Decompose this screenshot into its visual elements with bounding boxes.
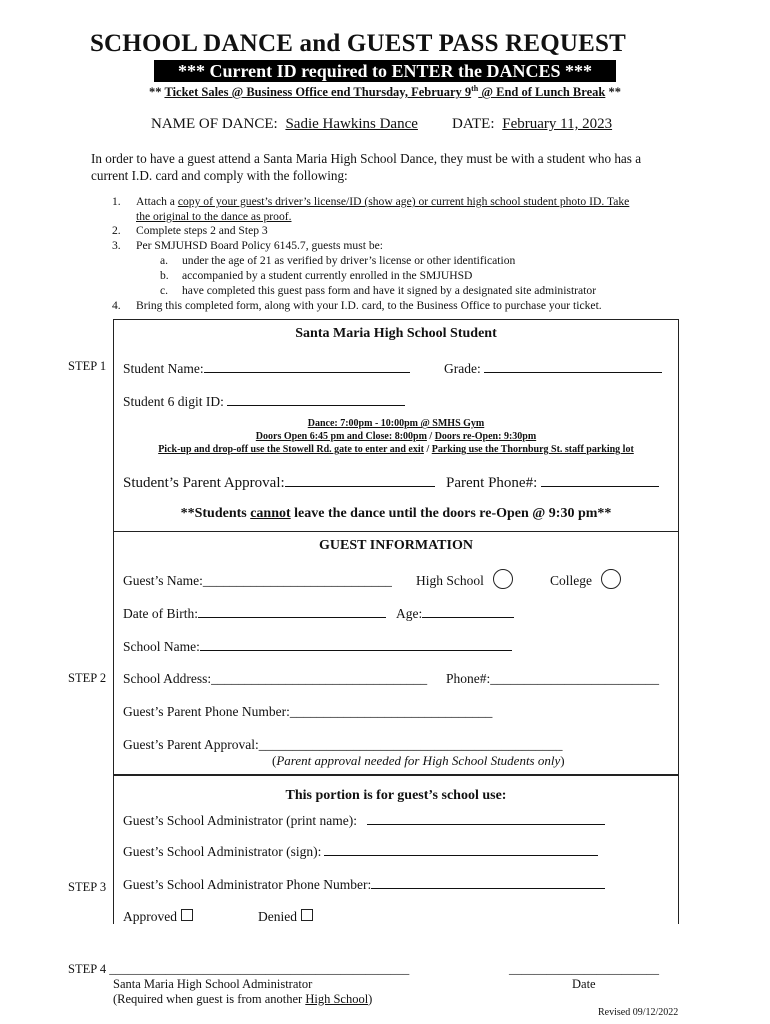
smhs-admin-label: Santa Maria High School Administrator (113, 977, 313, 991)
guest-section-heading: GUEST INFORMATION (319, 538, 473, 553)
instruction-4: 4. Bring this completed form, along with your I.D. card, to the Business Office to purchase your ticket. (112, 299, 602, 312)
step-4-label: STEP 4 (68, 962, 107, 976)
guest-parent-phone-field[interactable]: Guest’s Parent Phone Number:______________________________ (123, 704, 493, 719)
high-school-radio-icon[interactable] (493, 569, 513, 589)
intro-paragraph: In order to have a guest attend a Santa Maria High School Dance, they must be with a student who has a current I.D. card and comply with the following: (91, 151, 642, 183)
instruction-3c: c. have completed this guest pass form and have it signed by a designated site administrator (160, 284, 597, 297)
doors-note: Doors Open 6:45 pm and Close: 8:00pm / Doors re-Open: 9:30pm (255, 431, 537, 442)
admin-phone-field[interactable]: Guest’s School Administrator Phone Number: (123, 877, 605, 893)
guest-parent-approval-field[interactable]: Guest’s Parent Approval:_____________________________________________ (123, 737, 563, 752)
college-option[interactable]: College (550, 573, 621, 589)
dance-name-row: NAME OF DANCE: Sadie Hawkins Dance (151, 116, 418, 132)
admin-print-name-field[interactable]: Guest’s School Administrator (print name): (123, 813, 605, 829)
approved-option[interactable]: Approved (123, 909, 193, 925)
college-radio-icon[interactable] (601, 569, 621, 589)
approved-checkbox-icon[interactable] (181, 909, 193, 921)
dance-time-note: Dance: 7:00pm - 10:00pm @ SMHS Gym (307, 418, 485, 429)
age-field[interactable]: Age: (396, 606, 514, 622)
form-title: SCHOOL DANCE and GUEST PASS REQUEST (89, 30, 627, 57)
required-note: (Required when guest is from another High School) (113, 992, 373, 1006)
student-parent-approval-field[interactable]: Student’s Parent Approval: (123, 474, 435, 492)
parent-approval-note: (Parent approval needed for High School Students only) (272, 753, 565, 768)
dance-date-row: DATE: February 11, 2023 (452, 116, 613, 132)
date-label: Date (572, 977, 596, 991)
student-id-field[interactable]: Student 6 digit ID: (123, 394, 405, 410)
step-2-label: STEP 2 (68, 671, 107, 685)
revised-date: Revised 09/12/2022 (598, 1007, 679, 1018)
high-school-option[interactable]: High School (416, 573, 513, 589)
step-3-label: STEP 3 (68, 880, 107, 894)
instruction-1: 1. Attach a copy of your guest’s driver’s license/ID (show age) or current high school student photo ID. Take (112, 195, 630, 208)
ticket-sales-note: ** Ticket Sales @ Business Office end Thursday, February 9th @ End of Lunch Break ** (149, 84, 621, 100)
students-cannot-leave-warning: **Students cannot leave the dance until the doors re-Open @ 9:30 pm** (180, 506, 612, 521)
grade-field[interactable]: Grade: (444, 361, 662, 377)
school-name-field[interactable]: School Name: (123, 639, 512, 655)
pickup-parking-note: Pick-up and drop-off use the Stowell Rd. gate to enter and exit / Parking use the Thornburg St. staff parking lot (158, 444, 634, 455)
denied-option[interactable]: Denied (258, 909, 313, 925)
instruction-3b: b. accompanied by a student currently enrolled in the SMJUHSD (160, 269, 473, 282)
date-signature-line[interactable]: ________________________ (509, 962, 659, 976)
step-4-signature-row[interactable]: STEP 4 ________________________________________________ (68, 962, 410, 976)
student-parent-phone-field[interactable]: Parent Phone#: (446, 474, 659, 492)
student-section-heading: Santa Maria High School Student (295, 326, 497, 341)
school-use-heading: This portion is for guest’s school use: (285, 788, 507, 803)
instruction-3: 3. Per SMJUHSD Board Policy 6145.7, guests must be: (112, 239, 384, 252)
instruction-3a: a. under the age of 21 as verified by driver’s license or other identification (160, 254, 516, 267)
school-address-field[interactable]: School Address:________________________________ (123, 671, 428, 686)
dance-name-value[interactable]: Sadie Hawkins Dance (285, 116, 418, 132)
student-name-field[interactable]: Student Name: (123, 361, 410, 377)
dance-date-value[interactable]: February 11, 2023 (502, 116, 613, 132)
step-1-label: STEP 1 (68, 359, 107, 373)
denied-checkbox-icon[interactable] (301, 909, 313, 921)
date-of-birth-field[interactable]: Date of Birth: (123, 606, 386, 622)
id-required-banner: *** Current ID required to ENTER the DANCES *** (154, 60, 616, 82)
instruction-2: 2. Complete steps 2 and Step 3 (112, 224, 268, 237)
instruction-1-cont: the original to the dance as proof. (136, 210, 292, 223)
school-phone-field[interactable]: Phone#:_________________________ (446, 671, 660, 686)
admin-signature-field[interactable]: Guest’s School Administrator (sign): (123, 844, 598, 860)
guest-name-field[interactable]: Guest’s Name:____________________________ (123, 573, 392, 588)
